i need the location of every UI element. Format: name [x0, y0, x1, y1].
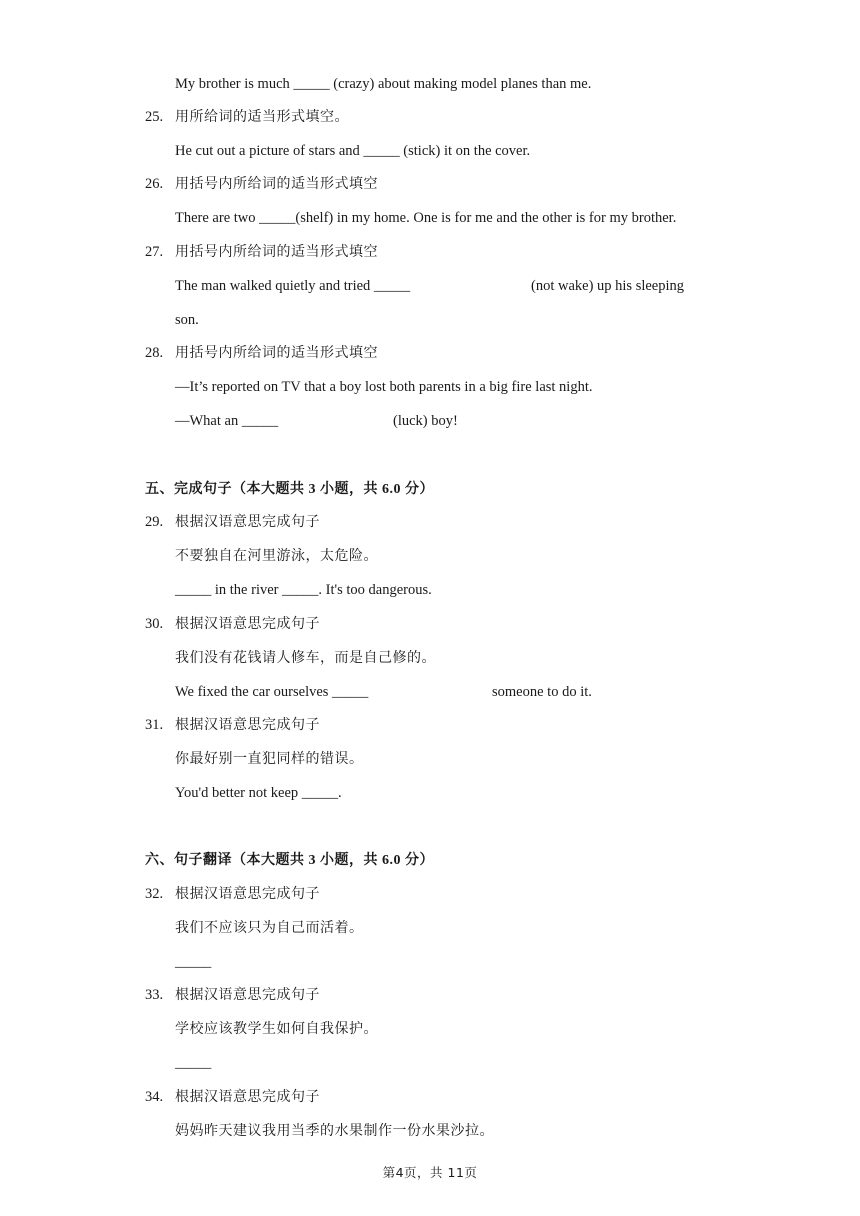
section-5-title-a: 五、完成句子（本大题共 [145, 481, 305, 497]
q27-sentence-part2: (not wake) up his sleeping [531, 278, 685, 294]
q31-instruction: 根据汉语意思完成句子 [175, 717, 320, 733]
q25-instruction: 用所给词的适当形式填空。 [175, 109, 349, 125]
q24-sentence: My brother is much _____ (crazy) about making model planes than me. [175, 76, 592, 92]
q28-dialogue-line2-part1: —What an _____ [175, 413, 279, 429]
q31-english-sentence: You'd better not keep _____. [175, 785, 342, 801]
q30-english-part1: We fixed the car ourselves _____ [175, 684, 369, 700]
q29-english-sentence: _____ in the river _____. It's too dangerous. [175, 582, 432, 598]
q29-instruction: 根据汉语意思完成句子 [175, 514, 320, 530]
q30-number: 30. [145, 616, 164, 632]
section-5-heading [145, 480, 434, 499]
q28-number: 28. [145, 345, 164, 361]
q32-instruction: 根据汉语意思完成句子 [175, 886, 320, 902]
q27-number: 27. [145, 244, 164, 260]
q28-dialogue-line2-part2: (luck) boy! [393, 413, 458, 429]
section-5-count: 3 [308, 482, 316, 497]
section-6-title-c: 分） [405, 852, 434, 868]
q30-instruction: 根据汉语意思完成句子 [175, 616, 320, 632]
q30-chinese-sentence: 我们没有花钱请人修车，而是自己修的。 [175, 650, 436, 666]
q31-number: 31. [145, 717, 164, 733]
q34-instruction: 根据汉语意思完成句子 [175, 1089, 320, 1105]
q26-number: 26. [145, 176, 164, 192]
q26-instruction: 用括号内所给词的适当形式填空 [175, 176, 378, 192]
q30-english-part2: someone to do it. [492, 684, 592, 700]
q32-chinese-sentence: 我们不应该只为自己而活着。 [175, 920, 364, 936]
q28-dialogue-line1: —It’s reported on TV that a boy lost both parents in a big fire last night. [175, 379, 593, 395]
q29-number: 29. [145, 514, 164, 530]
q29-chinese-sentence: 不要独自在河里游泳，太危险。 [175, 548, 378, 564]
q26-sentence: There are two _____(shelf) in my home. One is for me and the other is for my brother. [175, 210, 677, 226]
q33-number: 33. [145, 987, 164, 1003]
q25-number: 25. [145, 109, 164, 125]
q32-answer-blank: _____ [175, 954, 212, 970]
section-6-title-a: 六、句子翻译（本大题共 [145, 852, 305, 868]
q33-answer-blank: _____ [175, 1055, 212, 1071]
section-5-title-c: 分） [405, 481, 434, 497]
section-6-count: 3 [308, 853, 316, 868]
q27-instruction: 用括号内所给词的适当形式填空 [175, 244, 378, 260]
q31-chinese-sentence: 你最好别一直犯同样的错误。 [175, 751, 364, 767]
section-6-score: 6.0 [382, 853, 401, 868]
q34-number: 34. [145, 1089, 164, 1105]
section-5-title-b: 小题，共 [320, 481, 378, 497]
q32-number: 32. [145, 886, 164, 902]
page-footer: 第4页，共 11页 [382, 1165, 478, 1180]
q28-instruction: 用括号内所给词的适当形式填空 [175, 345, 378, 361]
q33-instruction: 根据汉语意思完成句子 [175, 987, 320, 1003]
q33-chinese-sentence: 学校应该教学生如何自我保护。 [175, 1021, 378, 1037]
q25-sentence: He cut out a picture of stars and _____ (stick) it on the cover. [175, 143, 531, 159]
section-5-score: 6.0 [382, 482, 401, 497]
q34-chinese-sentence: 妈妈昨天建议我用当季的水果制作一份水果沙拉。 [175, 1123, 494, 1139]
q27-sentence-part1: The man walked quietly and tried _____ [175, 278, 411, 294]
section-6-title-b: 小题，共 [320, 852, 378, 868]
section-6-heading [145, 851, 434, 870]
q27-sentence-part3: son. [175, 312, 199, 328]
